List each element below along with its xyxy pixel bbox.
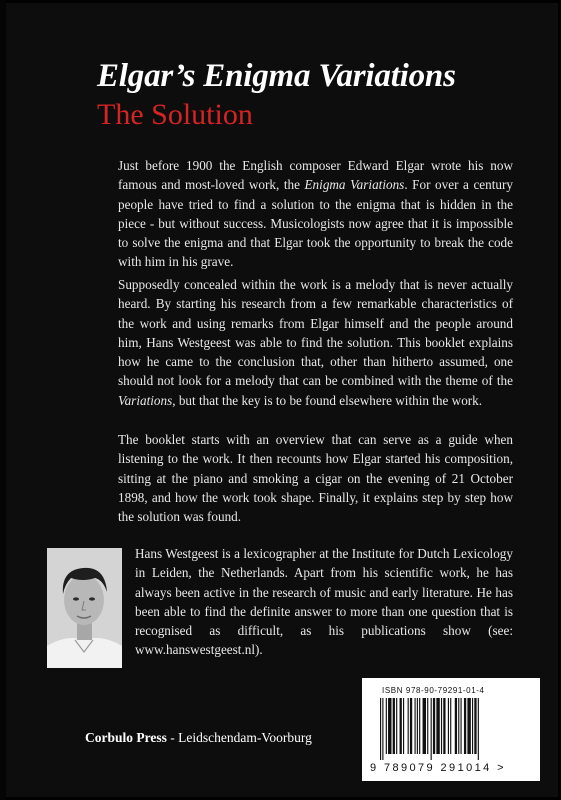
barcode-bar	[455, 698, 457, 754]
barcode-bar	[436, 698, 439, 754]
barcode-bar	[441, 698, 442, 754]
book-subtitle: The Solution	[97, 98, 253, 131]
barcode-bar	[393, 698, 395, 754]
barcode-bar	[403, 698, 404, 754]
isbn-number: ISBN 978-90-79291-01-4	[382, 686, 485, 695]
barcode-bar	[461, 698, 462, 754]
barcode-bar	[417, 698, 418, 754]
barcode-bar	[478, 698, 479, 760]
description-paragraph-2	[118, 275, 513, 410]
author-portrait-illustration	[47, 548, 122, 668]
barcode-bar	[382, 698, 383, 760]
barcode-bar	[415, 698, 416, 754]
publisher-line	[85, 730, 312, 746]
barcode-bar	[396, 698, 397, 754]
description-paragraph-3: The booklet starts with an overview that can serve as a guide when listening to the work. It then recounts how Elgar started his composition, sitting at the piano and smoking a cigar on the evening of 21 October 1898, and how the work took shape. Finally, it explains step by step how the solution was found.	[118, 432, 513, 525]
book-title: Elgar’s Enigma Variations	[97, 58, 456, 94]
barcode-bar	[400, 698, 402, 754]
p1-italic-title: Enigma Variations	[304, 177, 405, 193]
barcode-bar	[427, 698, 428, 754]
barcode-bar	[467, 698, 470, 754]
barcode-bar	[431, 698, 432, 760]
publisher-location: - Leidschendam-Voorburg	[166, 730, 312, 745]
barcode-bar	[448, 698, 449, 754]
description-paragraph-1	[118, 156, 513, 272]
barcode-bar	[423, 698, 426, 754]
p2-text-after: , but that the key is to be found elsewhere within the work.	[172, 392, 483, 408]
p2-italic-title: Variations	[118, 392, 173, 408]
author-photo	[47, 548, 122, 668]
spine-edge	[0, 0, 6, 800]
barcode-bar	[388, 698, 391, 754]
barcode-bar	[450, 698, 451, 754]
barcode-bars	[380, 698, 525, 760]
barcode-bar	[464, 698, 466, 754]
p1-text-before: Just before 1900 the English composer Edward Elgar wrote his now famous and most-loved work, the	[118, 158, 513, 193]
ean-number: 9 789079 291014 >	[370, 762, 506, 774]
barcode-bar	[443, 698, 445, 754]
barcode-bar	[474, 698, 476, 754]
barcode-bar	[408, 698, 409, 754]
isbn-barcode-label	[362, 678, 540, 781]
barcode-bar	[472, 698, 473, 754]
barcode-bar	[386, 698, 387, 754]
barcode-bar	[410, 698, 412, 754]
barcode-bar	[433, 698, 435, 754]
p2-text-before: Supposedly concealed within the work is a melody that is never actually heard. By starting his research from a few remarkable characteristics of the work and using remarks from Elgar himself and the people around him, Hans Westgeest was able to find the solution. This booklet explains how he came to the conclusion that, other than hitherto assumed, one should not look for a melody that can be combined with the theme of the	[118, 277, 513, 389]
barcode-bar	[458, 698, 459, 754]
author-bio: Hans Westgeest is a lexicographer at the Institute for Dutch Lexicology in Leiden, the Netherlands. Apart from his scientific work, he has always been active in the research of music and early literature. He has been able to find the definite answer to more than one question that is recognised as difficult, as his publications show (see: www.hanswestgeest.nl).	[135, 546, 513, 658]
publisher-name: Corbulo Press	[85, 730, 167, 745]
p1-text-after: . For over a century people have tried to find a solution to the enigma that is hidden in the piece - but without success. Musicologists now agree that it is impossible to solve the enigma and that Elgar took the opportunity to break the code with him in his grave.	[118, 177, 513, 270]
barcode-bar	[419, 698, 420, 754]
barcode-bar	[380, 698, 381, 760]
